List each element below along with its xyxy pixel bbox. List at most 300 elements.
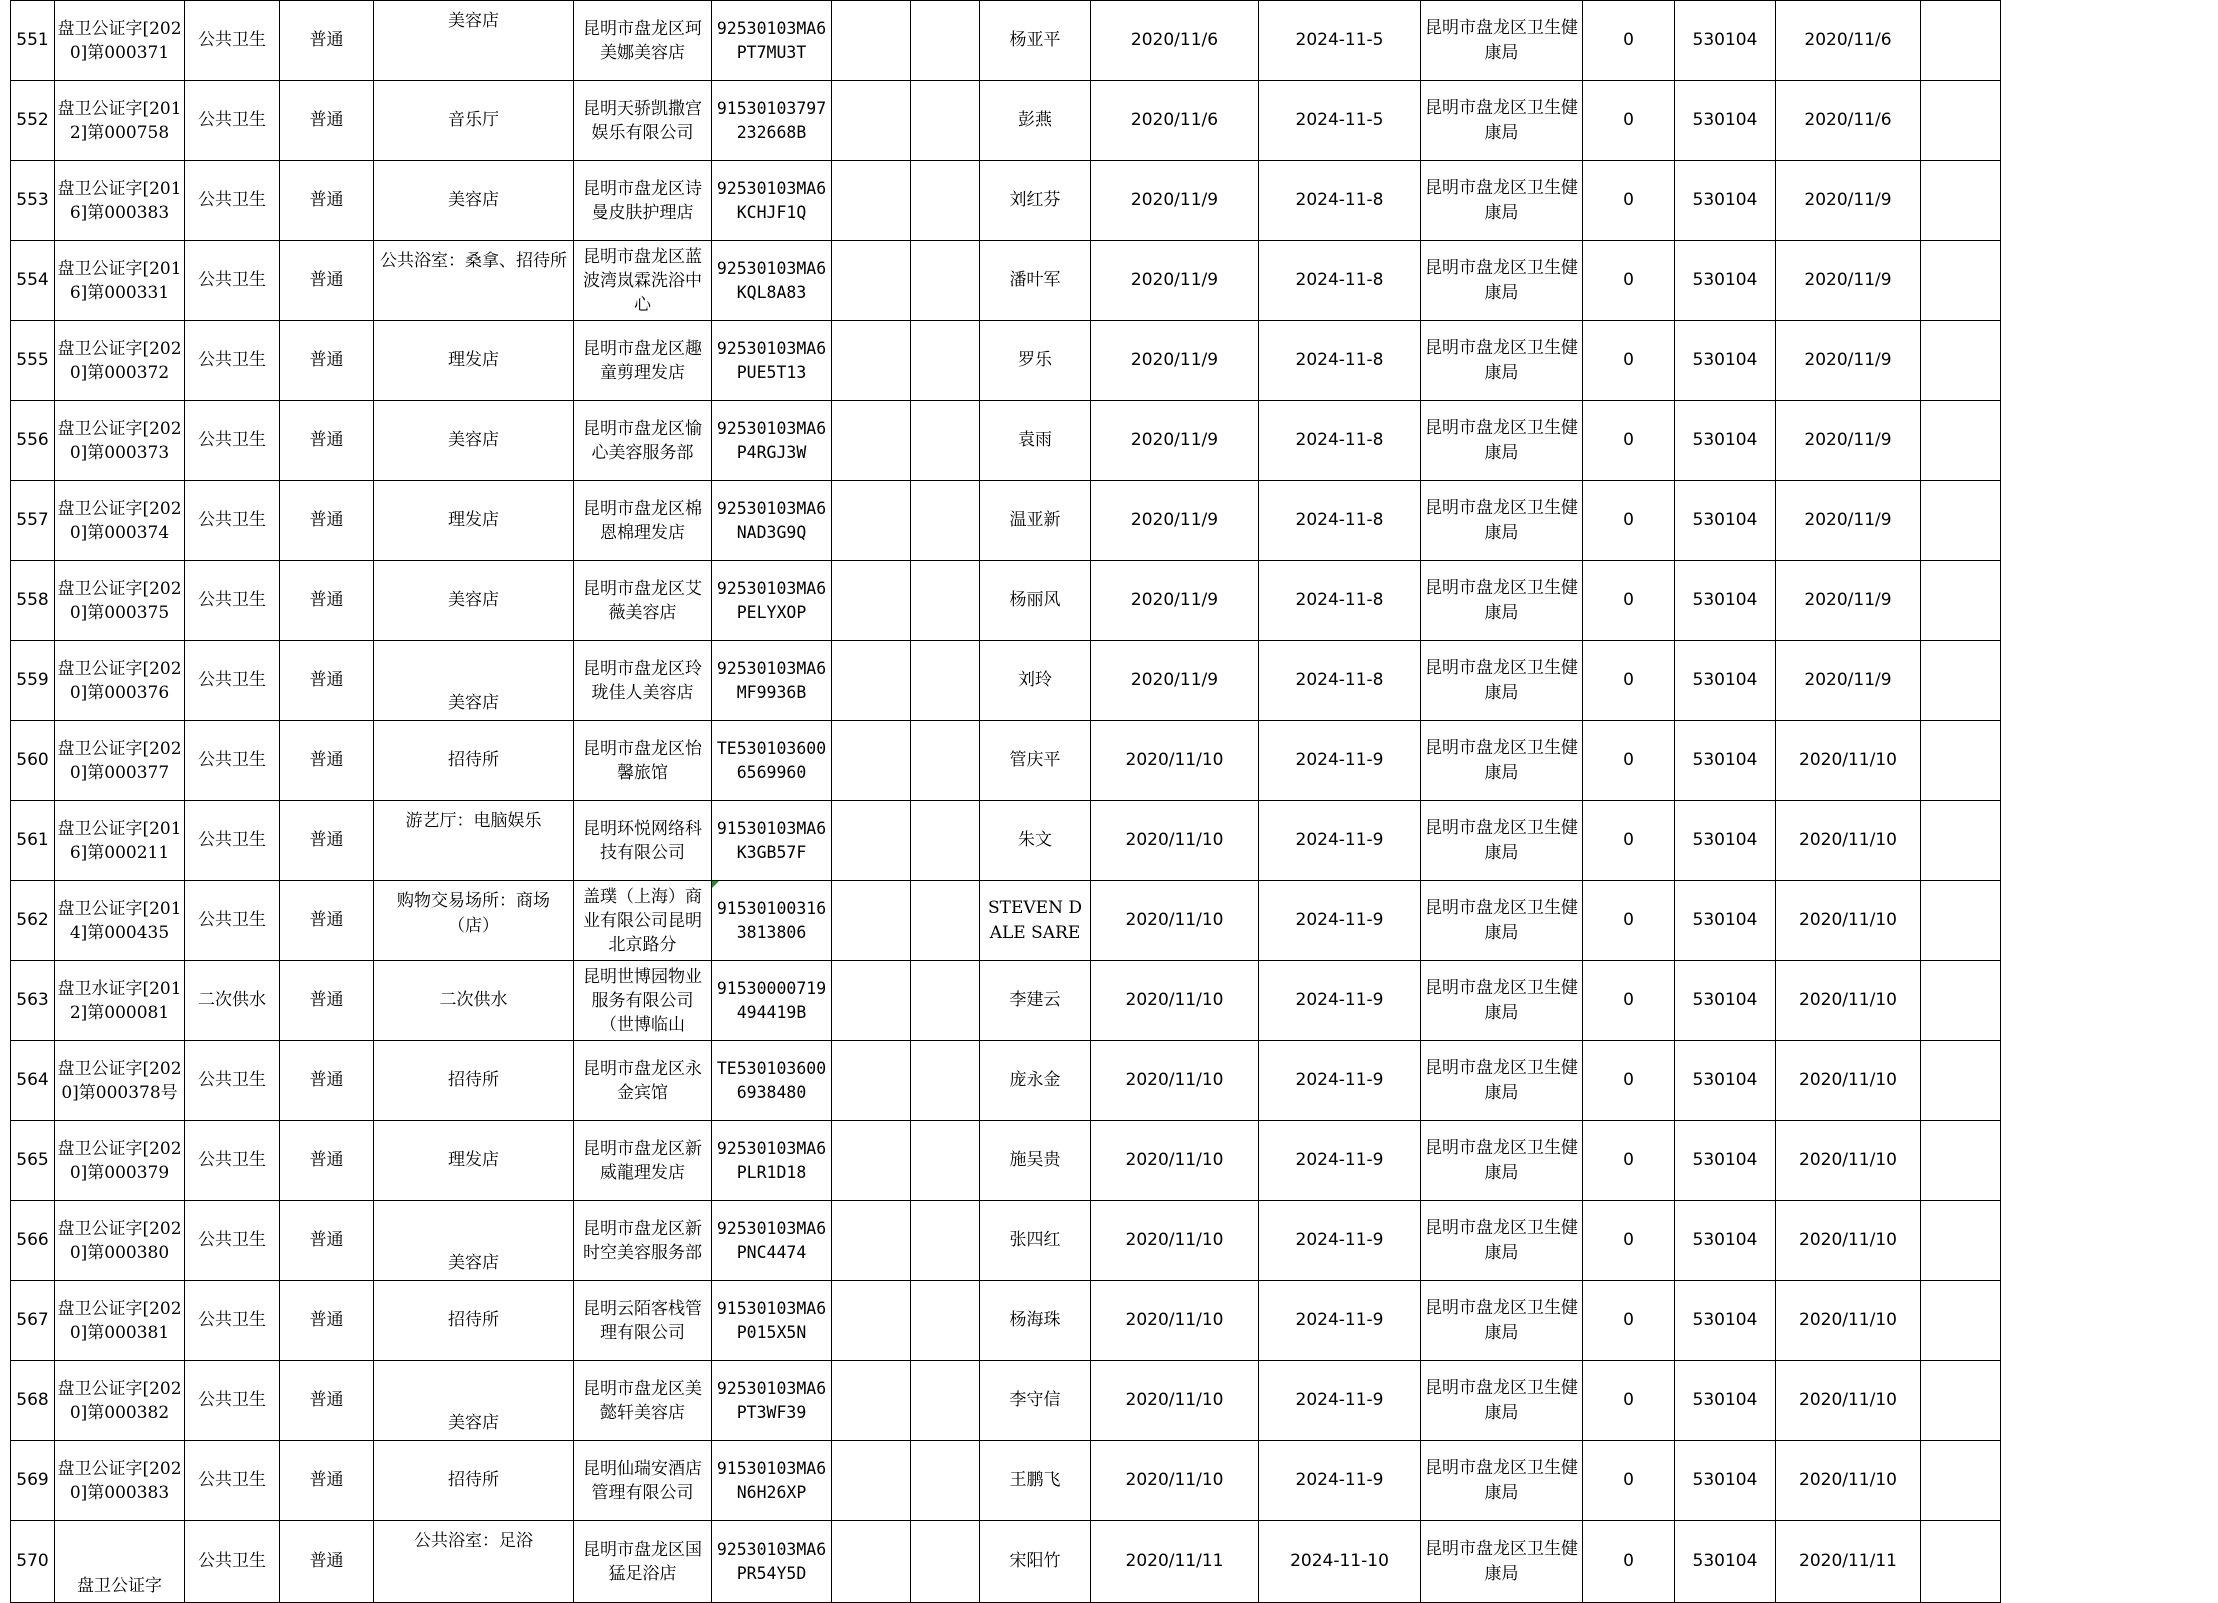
cell-credit-code: [712, 1041, 832, 1121]
cell-cert-no-text: 盘卫公证字[2020]第000379: [57, 1138, 182, 1183]
license-table: [10, 0, 2001, 1603]
cell-legal-person-text: 施吴贵: [1009, 1150, 1061, 1170]
cell-cert-no-text: 盘卫公证字[2016]第000331: [57, 258, 182, 303]
cell-cert-no-text: 盘卫公证字[2014]第000435: [57, 898, 182, 943]
cell-business-type-text: 购物交易场所：商场（店）: [397, 891, 550, 936]
cell-category-text: 公共卫生: [198, 1551, 266, 1571]
cell-issuing-org: [1421, 1201, 1583, 1281]
cell-entity-name: [574, 641, 712, 721]
cell-category: [185, 721, 280, 801]
table-row: [11, 1201, 2001, 1281]
cell-region-code: [1675, 1441, 1776, 1521]
cell-cert-no: [55, 1, 185, 81]
cell-update-date-text: 2020/11/9: [1804, 270, 1892, 290]
cell-region-code-text: 530104: [1692, 350, 1758, 370]
cell-empty: [911, 801, 980, 881]
cell-expire-date: [1259, 1121, 1421, 1201]
cell-status: [1583, 881, 1675, 961]
cell-category: [185, 401, 280, 481]
cell-status-text: 0: [1623, 750, 1634, 770]
table-row: [11, 1521, 2001, 1603]
cell-level: [280, 881, 374, 961]
cell-empty: [911, 241, 980, 321]
cell-expire-date: [1259, 1441, 1421, 1521]
cell-empty: [911, 401, 980, 481]
table-row: [11, 321, 2001, 401]
cell-credit-code: [712, 881, 832, 961]
cell-entity-name-text: 昆明市盘龙区棉恩棉理发店: [583, 498, 702, 543]
cell-legal-person: [980, 1041, 1091, 1121]
cell-update-date: [1776, 321, 1921, 401]
cell-cert-no: [55, 1041, 185, 1121]
cell-level-text: 普通: [309, 670, 344, 690]
cell-credit-code: [712, 1, 832, 81]
cell-category-text: 公共卫生: [198, 30, 266, 50]
cell-issue-date: [1091, 1521, 1259, 1603]
cell-expire-date-text: 2024-11-8: [1295, 430, 1384, 450]
cell-cert-no-text: 盘卫公证字: [77, 1576, 162, 1596]
cell-seq-text: 553: [16, 190, 49, 210]
cell-level-text: 普通: [309, 510, 344, 530]
cell-empty: [911, 961, 980, 1041]
cell-issue-date-text: 2020/11/10: [1125, 1310, 1224, 1330]
cell-issuing-org: [1421, 641, 1583, 721]
cell-category: [185, 81, 280, 161]
cell-legal-person-text: 彭燕: [1018, 110, 1052, 130]
cell-legal-person-text: 刘玲: [1018, 670, 1052, 690]
cell-credit-code: [712, 161, 832, 241]
cell-expire-date: [1259, 1281, 1421, 1361]
cell-entity-name: [574, 481, 712, 561]
cell-region-code: [1675, 881, 1776, 961]
cell-status-text: 0: [1623, 30, 1634, 50]
cell-status-text: 0: [1623, 430, 1634, 450]
cell-empty: [911, 81, 980, 161]
cell-expire-date-text: 2024-11-8: [1295, 190, 1384, 210]
cell-status: [1583, 721, 1675, 801]
cell-credit-code: [712, 721, 832, 801]
cell-issue-date: [1091, 161, 1259, 241]
cell-cert-no-text: 盘卫公证字[2020]第000377: [57, 738, 182, 783]
cell-status-text: 0: [1623, 270, 1634, 290]
cell-issuing-org: [1421, 801, 1583, 881]
cell-credit-code: [712, 481, 832, 561]
cell-category-text: 公共卫生: [198, 910, 266, 930]
cell-legal-person: [980, 161, 1091, 241]
cell-empty: [1921, 1441, 2001, 1521]
cell-expire-date: [1259, 961, 1421, 1041]
cell-category-text: 公共卫生: [198, 670, 266, 690]
cell-status: [1583, 401, 1675, 481]
cell-issuing-org: [1421, 321, 1583, 401]
cell-empty: [1921, 961, 2001, 1041]
cell-empty: [911, 1521, 980, 1603]
cell-issue-date: [1091, 1121, 1259, 1201]
cell-issue-date-text: 2020/11/9: [1130, 350, 1219, 370]
cell-update-date: [1776, 1361, 1921, 1441]
cell-legal-person: [980, 401, 1091, 481]
cell-entity-name: [574, 801, 712, 881]
cell-entity-name-text: 昆明云陌客栈管理有限公司: [583, 1298, 702, 1343]
cell-region-code: [1675, 241, 1776, 321]
cell-seq-text: 556: [16, 430, 49, 450]
cell-empty: [832, 961, 911, 1041]
cell-seq: [11, 161, 55, 241]
cell-seq-text: 565: [16, 1150, 49, 1170]
cell-business-type: [374, 721, 574, 801]
cell-expire-date-text: 2024-11-10: [1290, 1551, 1389, 1571]
cell-cert-no: [55, 961, 185, 1041]
cell-expire-date-text: 2024-11-8: [1295, 590, 1384, 610]
cell-expire-date-text: 2024-11-9: [1295, 750, 1384, 770]
cell-category-text: 二次供水: [198, 990, 266, 1010]
cell-expire-date-text: 2024-11-9: [1295, 1150, 1384, 1170]
cell-region-code-text: 530104: [1692, 110, 1758, 130]
cell-category: [185, 1281, 280, 1361]
cell-region-code: [1675, 1041, 1776, 1121]
cell-expire-date-text: 2024-11-9: [1295, 830, 1384, 850]
cell-business-type: [374, 1441, 574, 1521]
cell-issuing-org-text: 昆明市盘龙区卫生健康局: [1425, 177, 1578, 223]
cell-empty: [832, 401, 911, 481]
cell-seq-text: 564: [16, 1070, 49, 1090]
cell-legal-person-text: 宋阳竹: [1009, 1551, 1061, 1571]
cell-category-text: 公共卫生: [198, 1470, 266, 1490]
cell-issue-date: [1091, 721, 1259, 801]
cell-empty: [1921, 241, 2001, 321]
cell-empty: [911, 321, 980, 401]
cell-credit-code: [712, 321, 832, 401]
cell-region-code: [1675, 481, 1776, 561]
cell-expire-date: [1259, 81, 1421, 161]
cell-cert-no-text: 盘卫公证字[2016]第000383: [57, 178, 182, 223]
cell-region-code-text: 530104: [1692, 1551, 1758, 1571]
cell-level: [280, 801, 374, 881]
cell-level-text: 普通: [309, 270, 344, 290]
cell-expire-date-text: 2024-11-5: [1295, 110, 1384, 130]
cell-category: [185, 161, 280, 241]
cell-level: [280, 241, 374, 321]
cell-issue-date-text: 2020/11/9: [1130, 590, 1219, 610]
cell-empty: [1921, 561, 2001, 641]
cell-credit-code-text: 92530103MA6PT7MU3T: [716, 18, 827, 62]
cell-legal-person-text: 管庆平: [1009, 750, 1061, 770]
cell-empty: [911, 161, 980, 241]
table-row: [11, 81, 2001, 161]
cell-empty: [911, 1361, 980, 1441]
cell-issue-date: [1091, 1441, 1259, 1521]
cell-update-date-text: 2020/11/9: [1804, 430, 1892, 450]
cell-update-date: [1776, 1041, 1921, 1121]
cell-issue-date-text: 2020/11/10: [1125, 990, 1224, 1010]
cell-issuing-org-text: 昆明市盘龙区卫生健康局: [1425, 337, 1578, 383]
cell-status: [1583, 321, 1675, 401]
table-row: [11, 1281, 2001, 1361]
cell-issuing-org-text: 昆明市盘龙区卫生健康局: [1425, 1297, 1578, 1343]
cell-region-code-text: 530104: [1692, 990, 1758, 1010]
cell-legal-person-text: 杨海珠: [1009, 1310, 1061, 1330]
cell-seq-text: 559: [16, 670, 49, 690]
cell-legal-person: [980, 1121, 1091, 1201]
cell-entity-name: [574, 561, 712, 641]
cell-issue-date-text: 2020/11/10: [1125, 1390, 1224, 1410]
cell-status-text: 0: [1623, 110, 1634, 130]
cell-seq: [11, 721, 55, 801]
cell-entity-name: [574, 81, 712, 161]
cell-issue-date-text: 2020/11/10: [1125, 1470, 1224, 1490]
cell-credit-code: [712, 81, 832, 161]
cell-empty: [911, 1121, 980, 1201]
cell-legal-person-text: 庞永金: [1009, 1070, 1061, 1090]
cell-entity-name-text: 昆明市盘龙区艾薇美容店: [583, 578, 702, 623]
cell-level-text: 普通: [309, 430, 344, 450]
cell-update-date: [1776, 1281, 1921, 1361]
cell-category-text: 公共卫生: [198, 590, 266, 610]
cell-business-type: [374, 1041, 574, 1121]
cell-business-type: [374, 321, 574, 401]
cell-seq-text: 554: [16, 270, 49, 290]
cell-category-text: 公共卫生: [198, 430, 266, 450]
cell-level-text: 普通: [309, 1230, 344, 1250]
cell-category: [185, 881, 280, 961]
cell-empty: [911, 881, 980, 961]
cell-level-text: 普通: [309, 350, 344, 370]
cell-cert-no-text: 盘卫公证字[2020]第000374: [57, 498, 182, 543]
cell-issuing-org: [1421, 1361, 1583, 1441]
cell-business-type-text: 公共浴室：桑拿、招待所: [380, 251, 567, 271]
cell-region-code-text: 530104: [1692, 670, 1758, 690]
table-row: [11, 641, 2001, 721]
cell-legal-person: [980, 721, 1091, 801]
cell-issue-date-text: 2020/11/9: [1130, 190, 1219, 210]
cell-legal-person: [980, 1281, 1091, 1361]
table-row: [11, 1, 2001, 81]
cell-business-type-text: 美容店: [448, 590, 499, 610]
cell-update-date-text: 2020/11/10: [1799, 1070, 1897, 1090]
cell-level: [280, 1, 374, 81]
cell-empty: [832, 561, 911, 641]
cell-update-date-text: 2020/11/10: [1799, 910, 1897, 930]
cell-issuing-org: [1421, 881, 1583, 961]
cell-issuing-org: [1421, 1, 1583, 81]
cell-issuing-org-text: 昆明市盘龙区卫生健康局: [1425, 1137, 1578, 1183]
cell-entity-name-text: 昆明市盘龙区国猛足浴店: [583, 1539, 702, 1584]
cell-region-code: [1675, 161, 1776, 241]
cell-credit-code: [712, 641, 832, 721]
cell-category-text: 公共卫生: [198, 190, 266, 210]
cell-expire-date-text: 2024-11-5: [1295, 30, 1384, 50]
cell-level-text: 普通: [309, 110, 344, 130]
cell-seq-text: 560: [16, 750, 49, 770]
cell-issuing-org: [1421, 721, 1583, 801]
cell-seq-text: 568: [16, 1390, 49, 1410]
cell-expire-date: [1259, 1041, 1421, 1121]
cell-level: [280, 1201, 374, 1281]
cell-issuing-org-text: 昆明市盘龙区卫生健康局: [1425, 1538, 1578, 1584]
cell-status: [1583, 1041, 1675, 1121]
cell-seq: [11, 1121, 55, 1201]
cell-seq: [11, 1521, 55, 1603]
cell-status-text: 0: [1623, 1470, 1634, 1490]
cell-category-text: 公共卫生: [198, 110, 266, 130]
table-row: [11, 881, 2001, 961]
cell-credit-code: [712, 961, 832, 1041]
cell-seq: [11, 1201, 55, 1281]
cell-seq-text: 552: [16, 110, 49, 130]
cell-update-date: [1776, 641, 1921, 721]
cell-entity-name-text: 昆明市盘龙区趣童剪理发店: [583, 338, 702, 383]
cell-expire-date: [1259, 1521, 1421, 1603]
cell-business-type-text: 美容店: [448, 11, 499, 31]
cell-business-type: [374, 1121, 574, 1201]
table-row: [11, 161, 2001, 241]
cell-business-type: [374, 641, 574, 721]
cell-issue-date-text: 2020/11/10: [1125, 910, 1224, 930]
cell-level: [280, 1441, 374, 1521]
cell-issuing-org-text: 昆明市盘龙区卫生健康局: [1425, 897, 1578, 943]
cell-cert-no: [55, 241, 185, 321]
cell-credit-code-text: 92530103MA6PELYXOP: [716, 578, 827, 622]
cell-expire-date-text: 2024-11-9: [1295, 1230, 1384, 1250]
cell-update-date: [1776, 881, 1921, 961]
cell-seq-text: 570: [16, 1551, 49, 1571]
cell-update-date-text: 2020/11/9: [1804, 670, 1892, 690]
cell-status-text: 0: [1623, 1230, 1634, 1250]
cell-status: [1583, 161, 1675, 241]
cell-update-date-text: 2020/11/10: [1799, 1470, 1897, 1490]
cell-entity-name: [574, 1521, 712, 1603]
cell-entity-name: [574, 1441, 712, 1521]
cell-issuing-org: [1421, 81, 1583, 161]
cell-seq-text: 566: [16, 1230, 49, 1250]
cell-cert-no: [55, 321, 185, 401]
cell-cert-no: [55, 881, 185, 961]
cell-seq: [11, 481, 55, 561]
cell-seq: [11, 81, 55, 161]
cell-cert-no-text: 盘卫公证字[2020]第000373: [57, 418, 182, 463]
cell-credit-code-text: 92530103MA6MF9936B: [716, 658, 827, 702]
cell-status: [1583, 1, 1675, 81]
cell-legal-person-text: 罗乐: [1018, 350, 1052, 370]
cell-level-text: 普通: [309, 30, 344, 50]
cell-update-date: [1776, 721, 1921, 801]
cell-empty: [1921, 1361, 2001, 1441]
cell-level: [280, 1121, 374, 1201]
cell-business-type-text: 招待所: [448, 1070, 499, 1090]
cell-cert-no: [55, 1121, 185, 1201]
cell-empty: [911, 1201, 980, 1281]
cell-update-date-text: 2020/11/10: [1799, 1310, 1897, 1330]
cell-business-type-text: 游艺厅：电脑娱乐: [405, 811, 542, 831]
cell-expire-date: [1259, 401, 1421, 481]
cell-empty: [1921, 1121, 2001, 1201]
cell-region-code-text: 530104: [1692, 1390, 1758, 1410]
cell-region-code-text: 530104: [1692, 1470, 1758, 1490]
cell-region-code: [1675, 961, 1776, 1041]
cell-issuing-org: [1421, 961, 1583, 1041]
cell-credit-code-text: 92530103MA6PT3WF39: [716, 1378, 827, 1422]
cell-seq: [11, 321, 55, 401]
cell-legal-person-text: 王鹏飞: [1009, 1470, 1061, 1490]
table-row: [11, 1361, 2001, 1441]
cell-empty: [911, 721, 980, 801]
cell-seq-text: 561: [16, 830, 49, 850]
table-row: [11, 241, 2001, 321]
cell-region-code: [1675, 1361, 1776, 1441]
cell-seq: [11, 1041, 55, 1121]
cell-entity-name: [574, 1201, 712, 1281]
cell-region-code-text: 530104: [1692, 510, 1758, 530]
cell-business-type-text: 美容店: [448, 1253, 499, 1273]
cell-entity-name: [574, 1041, 712, 1121]
cell-credit-code-text: TE5301036006569960: [716, 738, 827, 782]
cell-business-type: [374, 961, 574, 1041]
cell-status-text: 0: [1623, 1551, 1634, 1571]
cell-legal-person: [980, 1521, 1091, 1603]
cell-expire-date: [1259, 1361, 1421, 1441]
cell-entity-name: [574, 161, 712, 241]
cell-entity-name-text: 昆明仙瑞安酒店管理有限公司: [583, 1458, 702, 1503]
cell-region-code: [1675, 561, 1776, 641]
cell-expire-date: [1259, 1201, 1421, 1281]
cell-empty: [1921, 1521, 2001, 1603]
cell-issuing-org-text: 昆明市盘龙区卫生健康局: [1425, 417, 1578, 463]
cell-seq-text: 569: [16, 1470, 49, 1490]
cell-credit-code-text: 92530103MA6PLR1D18: [716, 1138, 827, 1182]
cell-level: [280, 481, 374, 561]
cell-expire-date-text: 2024-11-9: [1295, 990, 1384, 1010]
cell-region-code: [1675, 81, 1776, 161]
cell-update-date-text: 2020/11/10: [1799, 750, 1897, 770]
cell-empty: [832, 81, 911, 161]
cell-level-text: 普通: [309, 1470, 344, 1490]
cell-credit-code-text: 92530103MA6PR54Y5D: [716, 1539, 827, 1583]
cell-issue-date-text: 2020/11/9: [1130, 430, 1219, 450]
cell-expire-date-text: 2024-11-8: [1295, 670, 1384, 690]
cell-level: [280, 1361, 374, 1441]
cell-status: [1583, 81, 1675, 161]
cell-region-code: [1675, 1521, 1776, 1603]
cell-seq: [11, 881, 55, 961]
table-row: [11, 961, 2001, 1041]
cell-cert-no: [55, 81, 185, 161]
cell-expire-date: [1259, 161, 1421, 241]
cell-status-text: 0: [1623, 1310, 1634, 1330]
cell-expire-date-text: 2024-11-9: [1295, 1310, 1384, 1330]
cell-status-text: 0: [1623, 670, 1634, 690]
cell-seq: [11, 241, 55, 321]
cell-business-type-text: 美容店: [448, 693, 499, 713]
cell-empty: [832, 241, 911, 321]
cell-business-type-text: 美容店: [448, 430, 499, 450]
cell-level-text: 普通: [309, 1551, 344, 1571]
cell-status: [1583, 561, 1675, 641]
table-row: [11, 481, 2001, 561]
cell-region-code-text: 530104: [1692, 1070, 1758, 1090]
cell-issue-date: [1091, 321, 1259, 401]
cell-issue-date-text: 2020/11/10: [1125, 750, 1224, 770]
cell-legal-person: [980, 321, 1091, 401]
cell-category-text: 公共卫生: [198, 830, 266, 850]
cell-issuing-org-text: 昆明市盘龙区卫生健康局: [1425, 1217, 1578, 1263]
cell-update-date-text: 2020/11/10: [1799, 1150, 1897, 1170]
cell-entity-name-text: 昆明市盘龙区愉心美容服务部: [583, 418, 702, 463]
cell-expire-date-text: 2024-11-9: [1295, 1390, 1384, 1410]
cell-level-text: 普通: [309, 590, 344, 610]
cell-credit-code-text: 91530000719494419B: [716, 978, 827, 1022]
cell-empty: [1921, 1281, 2001, 1361]
cell-credit-code: [712, 1441, 832, 1521]
